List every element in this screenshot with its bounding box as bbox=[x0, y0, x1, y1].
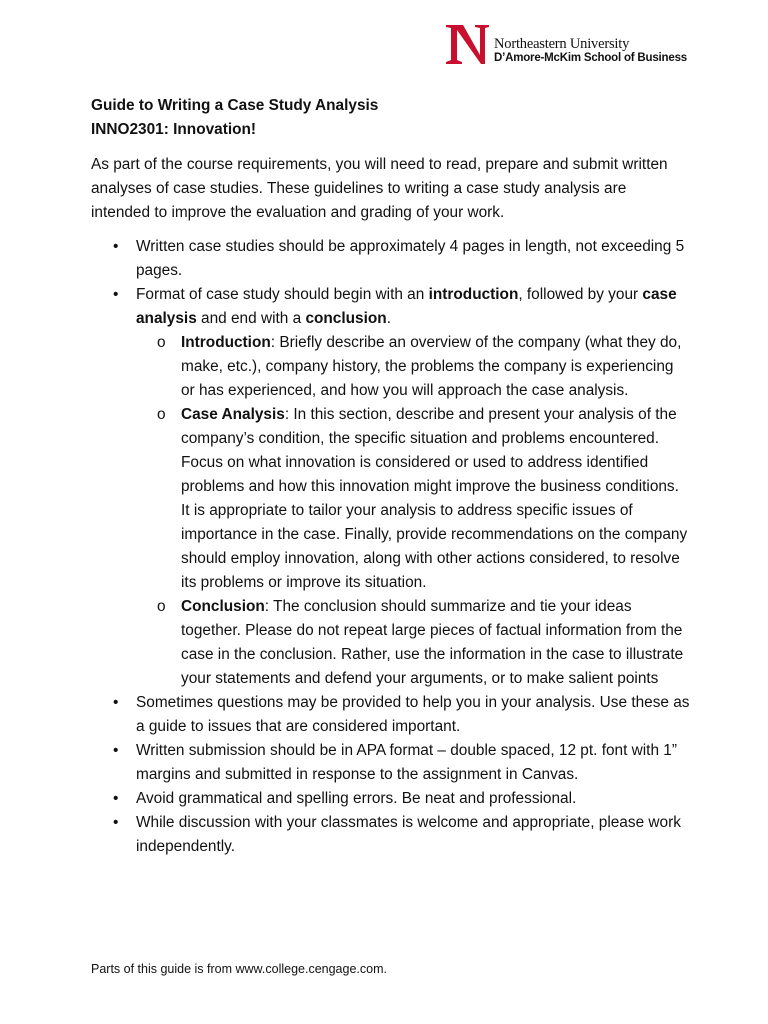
bold-term: conclusion bbox=[305, 310, 387, 327]
list-item-text: Sometimes questions may be provided to help you in your analysis. Use these as a guide to issues that are considered important. bbox=[136, 694, 690, 735]
sub-bullet: o bbox=[157, 334, 166, 351]
document-body bbox=[91, 94, 691, 859]
list-item-text bbox=[136, 286, 677, 327]
sub-item-label: Case Analysis bbox=[181, 406, 285, 423]
sub-bullet: o bbox=[157, 406, 166, 423]
document-title: Guide to Writing a Case Study Analysis bbox=[91, 97, 379, 114]
sub-bullet: o bbox=[157, 598, 166, 615]
bullet: • bbox=[113, 742, 119, 759]
course-title: INNO2301: Innovation! bbox=[91, 121, 257, 138]
sub-list-item bbox=[136, 403, 691, 595]
school-name: D’Amore-McKim School of Business bbox=[494, 52, 687, 64]
footer-note: Parts of this guide is from www.college.cengage.com. bbox=[91, 962, 387, 976]
sub-item-text: : Briefly describe an overview of the company (what they do, make, etc.), company history, the problems the company is experiencing or has experienced, and how you will approach the case analysis. bbox=[181, 334, 682, 399]
bullet: • bbox=[113, 694, 119, 711]
university-name: Northeastern University bbox=[494, 36, 630, 52]
list-item bbox=[91, 811, 691, 859]
list-item bbox=[91, 235, 691, 283]
text-run: . bbox=[386, 310, 391, 327]
list-item-text: While discussion with your classmates is welcome and appropriate, please work independently. bbox=[136, 814, 681, 855]
list-item bbox=[91, 787, 691, 811]
list-item-text: Written submission should be in APA format – double spaced, 12 pt. font with 1” margins and submitted in response to the assignment in Canvas. bbox=[136, 742, 677, 783]
bold-term: case analysis bbox=[136, 286, 677, 327]
list-item bbox=[91, 691, 691, 739]
text-run: and end with a bbox=[196, 310, 306, 327]
sub-item-text: : In this section, describe and present your analysis of the company’s condition, the specific situation and problems encountered. Focus on what innovation is considered or used to address identified problems and how this innovation might improve the business conditions. It is appropriate to tailor your analysis to address specific issues of importance in the case. Finally, provide recommendations on the company should employ innovation, along with other actions considered, to resolve its problems or improve its situation. bbox=[181, 406, 688, 591]
sub-list bbox=[136, 331, 691, 691]
university-logo bbox=[444, 22, 706, 66]
sub-item-label: Introduction bbox=[181, 334, 271, 351]
bold-term: introduction bbox=[428, 286, 519, 303]
text-run: , followed by your bbox=[518, 286, 643, 303]
sub-list-item bbox=[136, 595, 691, 691]
list-item bbox=[91, 283, 691, 691]
sub-item-text: : The conclusion should summarize and tie your ideas together. Please do not repeat large pieces of factual information from the case in the conclusion. Rather, use the information in the case to illustrate your statements and defend your arguments, or to make salient points bbox=[181, 598, 684, 687]
guidelines-list bbox=[91, 235, 691, 859]
northeastern-n-logo-icon bbox=[444, 22, 490, 66]
bullet: • bbox=[113, 814, 119, 831]
text-run: Format of case study should begin with an bbox=[136, 286, 429, 303]
bullet: • bbox=[113, 286, 119, 303]
list-item bbox=[91, 739, 691, 787]
list-item-text: Written case studies should be approximately 4 pages in length, not exceeding 5 pages. bbox=[136, 238, 685, 279]
sub-item-label: Conclusion bbox=[181, 598, 265, 615]
sub-list-item bbox=[136, 331, 691, 403]
bullet: • bbox=[113, 238, 119, 255]
list-item-text: Avoid grammatical and spelling errors. Be neat and professional. bbox=[136, 790, 577, 807]
bullet: • bbox=[113, 790, 119, 807]
intro-paragraph: As part of the course requirements, you will need to read, prepare and submit written analyses of case studies. These guidelines to writing a case study analysis are intended to improve the evaluation and grading of your work. bbox=[91, 156, 668, 221]
